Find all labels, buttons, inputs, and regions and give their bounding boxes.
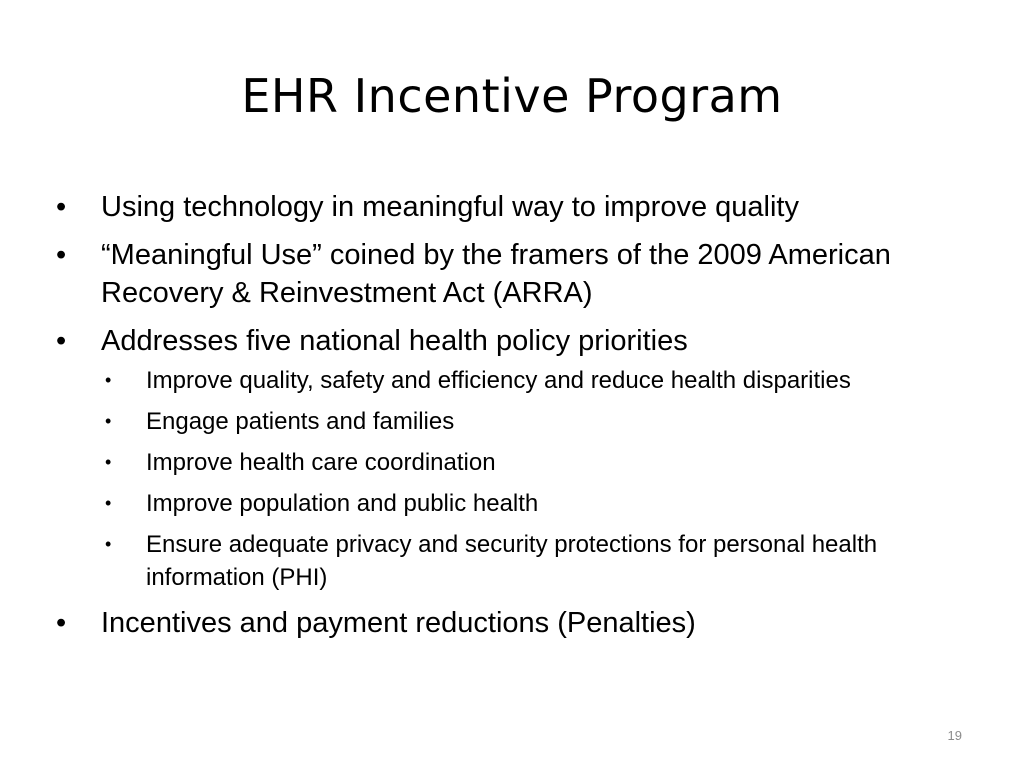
- bullet-icon: •: [56, 239, 67, 271]
- bullet-item: [56, 188, 956, 226]
- bullet-list: [56, 188, 956, 652]
- sub-bullet-icon: •: [105, 452, 112, 472]
- sub-bullet-text: Improve quality, safety and efficiency and reduce health disparities: [146, 367, 851, 394]
- bullet-item: [56, 236, 956, 312]
- sub-bullet-text: Engage patients and families: [146, 408, 455, 435]
- bullet-text: Using technology in meaningful way to improve quality: [101, 191, 799, 223]
- bullet-icon: •: [56, 325, 67, 357]
- sub-bullet-item: [101, 364, 956, 397]
- sub-bullet-list: [101, 364, 956, 594]
- bullet-icon: •: [56, 191, 67, 223]
- bullet-icon: •: [56, 607, 67, 639]
- bullet-text: “Meaningful Use” coined by the framers of the 2009 American Recovery & Reinvestment Act (ARRA): [101, 239, 891, 309]
- sub-bullet-icon: •: [105, 370, 112, 390]
- sub-bullet-icon: •: [105, 411, 112, 431]
- slide-title: EHR Incentive Program: [241, 69, 783, 123]
- bullet-text: Incentives and payment reductions (Penalties): [101, 607, 696, 639]
- sub-bullet-icon: •: [105, 534, 112, 554]
- sub-bullet-item: [101, 487, 956, 520]
- sub-bullet-item: [101, 528, 956, 594]
- sub-bullet-item: [101, 446, 956, 479]
- sub-bullet-item: [101, 405, 956, 438]
- bullet-item: [56, 322, 956, 594]
- sub-bullet-text: Improve health care coordination: [146, 449, 496, 476]
- page-number: 19: [947, 728, 962, 743]
- sub-bullet-text: Ensure adequate privacy and security protections for personal health information (PHI): [146, 531, 878, 591]
- sub-bullet-icon: •: [105, 493, 112, 513]
- sub-bullet-text: Improve population and public health: [146, 490, 539, 517]
- bullet-item: [56, 604, 956, 642]
- bullet-text: Addresses five national health policy priorities: [101, 325, 688, 357]
